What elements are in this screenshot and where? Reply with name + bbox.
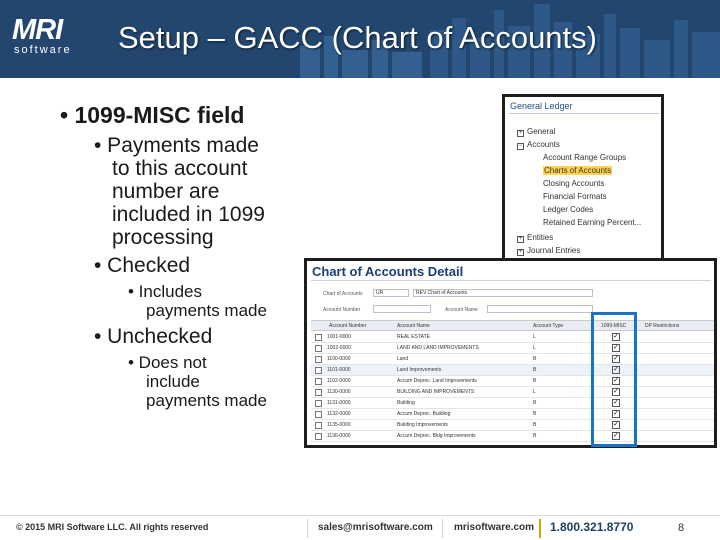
general-ledger-title: General Ledger <box>510 101 573 111</box>
account-type-cell: B <box>533 400 537 406</box>
table-row[interactable] <box>311 409 714 420</box>
bullet-payments-line: included in 1099 <box>112 203 265 226</box>
collapse-icon[interactable]: − <box>518 143 523 149</box>
tree-item-journal-entries[interactable] <box>517 246 580 256</box>
account-number-cell: 1100-0000 <box>327 356 351 362</box>
1099-misc-checkbox[interactable]: ✓ <box>613 432 619 439</box>
account-type-cell: L <box>533 345 536 351</box>
account-type-cell: B <box>533 433 537 439</box>
account-name-cell: Land <box>397 356 409 362</box>
bullet-checked: • Checked <box>94 254 191 277</box>
table-header <box>311 320 714 331</box>
account-number-field[interactable] <box>373 305 431 313</box>
mri-logo <box>12 16 92 64</box>
header-banner <box>0 0 720 78</box>
bullet-does-not: • Does not <box>128 353 207 372</box>
table-row[interactable] <box>311 365 714 376</box>
column-header[interactable]: Account Type <box>533 323 564 329</box>
row-select-checkbox[interactable] <box>315 433 322 440</box>
account-name-cell: Building Improvements <box>397 422 448 428</box>
footer-phone: 1.800.321.8770 <box>550 520 634 534</box>
tree-item-label: Entities <box>527 233 554 242</box>
footer-copyright: © 2015 MRI Software LLC. All rights reserved <box>16 522 209 532</box>
row-select-checkbox[interactable] <box>315 400 322 407</box>
1099-misc-checkbox[interactable]: ✓ <box>613 355 619 362</box>
expand-icon[interactable]: + <box>518 236 523 242</box>
1099-misc-checkbox[interactable]: ✓ <box>613 421 619 428</box>
tree-item-accounts[interactable] <box>517 140 560 150</box>
account-type-cell: B <box>533 411 537 417</box>
account-number-cell: 1136-0000 <box>327 433 351 439</box>
tree-item-charts-of-accounts[interactable] <box>543 166 612 175</box>
account-type-cell: L <box>533 389 536 395</box>
column-header[interactable]: 1099-MISC <box>601 323 627 329</box>
footer-email[interactable]: sales@mrisoftware.com <box>318 522 433 533</box>
account-name-cell: REAL ESTATE <box>397 334 430 340</box>
tree-item-closing-accounts[interactable]: Closing Accounts <box>543 179 605 188</box>
1099-misc-checkbox[interactable]: ✓ <box>613 399 619 406</box>
general-ledger-panel <box>502 94 664 268</box>
expand-icon[interactable]: + <box>518 130 523 136</box>
footer-separator <box>307 519 308 538</box>
page-number: 8 <box>678 522 685 534</box>
bullet-does-not-line: payments made <box>146 391 267 410</box>
logo-text: MRI <box>12 14 63 46</box>
row-select-checkbox[interactable] <box>315 356 322 363</box>
tree-item-retained-earning[interactable]: Retained Earning Percent... <box>543 218 642 227</box>
table-row[interactable] <box>311 343 714 354</box>
account-name-cell: Land Improvements <box>397 367 442 373</box>
1099-misc-checkbox[interactable]: ✓ <box>613 366 619 373</box>
footer-website[interactable]: mrisoftware.com <box>454 522 535 533</box>
1099-misc-checkbox[interactable]: ✓ <box>613 388 619 395</box>
account-name-cell: BUILDING AND IMPROVEMENTS <box>397 389 475 395</box>
account-type-cell: B <box>533 378 537 384</box>
row-select-checkbox[interactable] <box>315 422 322 429</box>
slide-title: Setup – GACC (Chart of Accounts) <box>118 20 597 55</box>
tree-item-financial-formats[interactable]: Financial Formats <box>543 192 607 201</box>
account-name-cell: LAND AND LAND IMPROVEMENTS <box>397 345 479 351</box>
1099-misc-checkbox[interactable]: ✓ <box>613 410 619 417</box>
account-number-cell: 1132-0000 <box>327 411 351 417</box>
table-row[interactable] <box>311 398 714 409</box>
column-header[interactable]: Account Name <box>397 323 430 329</box>
tree-item-general[interactable] <box>517 127 555 137</box>
tree-item-label: Journal Entries <box>527 246 581 255</box>
chart-name-field[interactable]: REV Chart of Accounts <box>413 289 593 297</box>
account-number-label: Account Number <box>323 307 361 313</box>
1099-misc-checkbox[interactable]: ✓ <box>613 377 619 384</box>
chart-code-field[interactable]: UR <box>373 289 409 297</box>
1099-misc-checkbox[interactable]: ✓ <box>613 344 619 351</box>
logo-subtext: software <box>14 44 72 56</box>
account-type-cell: L <box>533 334 536 340</box>
divider <box>509 113 659 114</box>
row-select-checkbox[interactable] <box>315 334 322 341</box>
row-select-checkbox[interactable] <box>315 378 322 385</box>
tree-item-account-range-groups[interactable]: Account Range Groups <box>543 153 627 162</box>
row-select-checkbox[interactable] <box>315 411 322 418</box>
account-number-cell: 1001-0000 <box>327 334 351 340</box>
1099-misc-checkbox[interactable]: ✓ <box>613 333 619 340</box>
footer-separator <box>539 519 541 538</box>
tree-item-label: Accounts <box>527 140 560 149</box>
tree-item-ledger-codes[interactable]: Ledger Codes <box>543 205 594 214</box>
bullet-payments-line: number are <box>112 180 220 203</box>
account-name-cell: Accum Deprec. Bldg Improvements <box>397 433 476 439</box>
expand-icon[interactable]: + <box>518 249 523 255</box>
tree-item-label: Charts of Accounts <box>544 166 612 175</box>
account-number-cell: 1101-0000 <box>327 367 351 373</box>
account-type-cell: B <box>533 367 537 373</box>
bullet-does-not-line: include <box>146 372 200 391</box>
footer-divider <box>0 515 720 516</box>
coa-title: Chart of Accounts Detail <box>312 264 464 279</box>
1099-misc-column-highlight <box>591 312 637 447</box>
table-row[interactable] <box>311 376 714 387</box>
bullet-payments-line: to this account <box>112 157 248 180</box>
account-name-field[interactable] <box>487 305 593 313</box>
tree-item-label: General <box>527 127 556 136</box>
account-number-cell: 1002-0000 <box>327 345 351 351</box>
bullet-payments-line: processing <box>112 226 214 249</box>
chart-label: Chart of Accounts <box>323 291 363 297</box>
account-type-cell: B <box>533 356 537 362</box>
bullet-1099-misc: • 1099-MISC field <box>60 102 245 128</box>
account-name-cell: Accum Deprec. Building <box>397 411 451 417</box>
account-name-cell: Building <box>397 400 415 406</box>
footer-separator <box>442 519 443 538</box>
divider <box>311 280 711 281</box>
account-number-cell: 1135-0000 <box>327 422 351 428</box>
row-select-checkbox[interactable] <box>315 367 322 374</box>
account-type-cell: B <box>533 422 537 428</box>
bullet-includes: • Includes <box>128 282 202 301</box>
account-number-cell: 1131-0000 <box>327 400 351 406</box>
table-row[interactable] <box>311 387 714 398</box>
account-name-cell: Accum Deprec. Land Improvements <box>397 378 477 384</box>
row-select-checkbox[interactable] <box>315 345 322 352</box>
account-name-label: Account Name <box>445 307 478 313</box>
account-number-cell: 1102-0000 <box>327 378 351 384</box>
tree-item-entities[interactable] <box>517 233 553 243</box>
row-select-checkbox[interactable] <box>315 389 322 396</box>
bullet-payments: • Payments made <box>94 134 259 157</box>
table-row[interactable] <box>311 431 714 442</box>
column-header[interactable]: Account Number <box>329 323 367 329</box>
table-row[interactable] <box>311 354 714 365</box>
bullet-unchecked: • Unchecked <box>94 325 213 348</box>
table-row[interactable] <box>311 420 714 431</box>
account-number-cell: 1130-0000 <box>327 389 351 395</box>
bullet-includes-line: payments made <box>146 301 267 320</box>
table-row[interactable] <box>311 332 714 343</box>
column-header[interactable]: DP Restrictions <box>645 323 680 329</box>
chart-of-accounts-panel <box>304 258 717 448</box>
